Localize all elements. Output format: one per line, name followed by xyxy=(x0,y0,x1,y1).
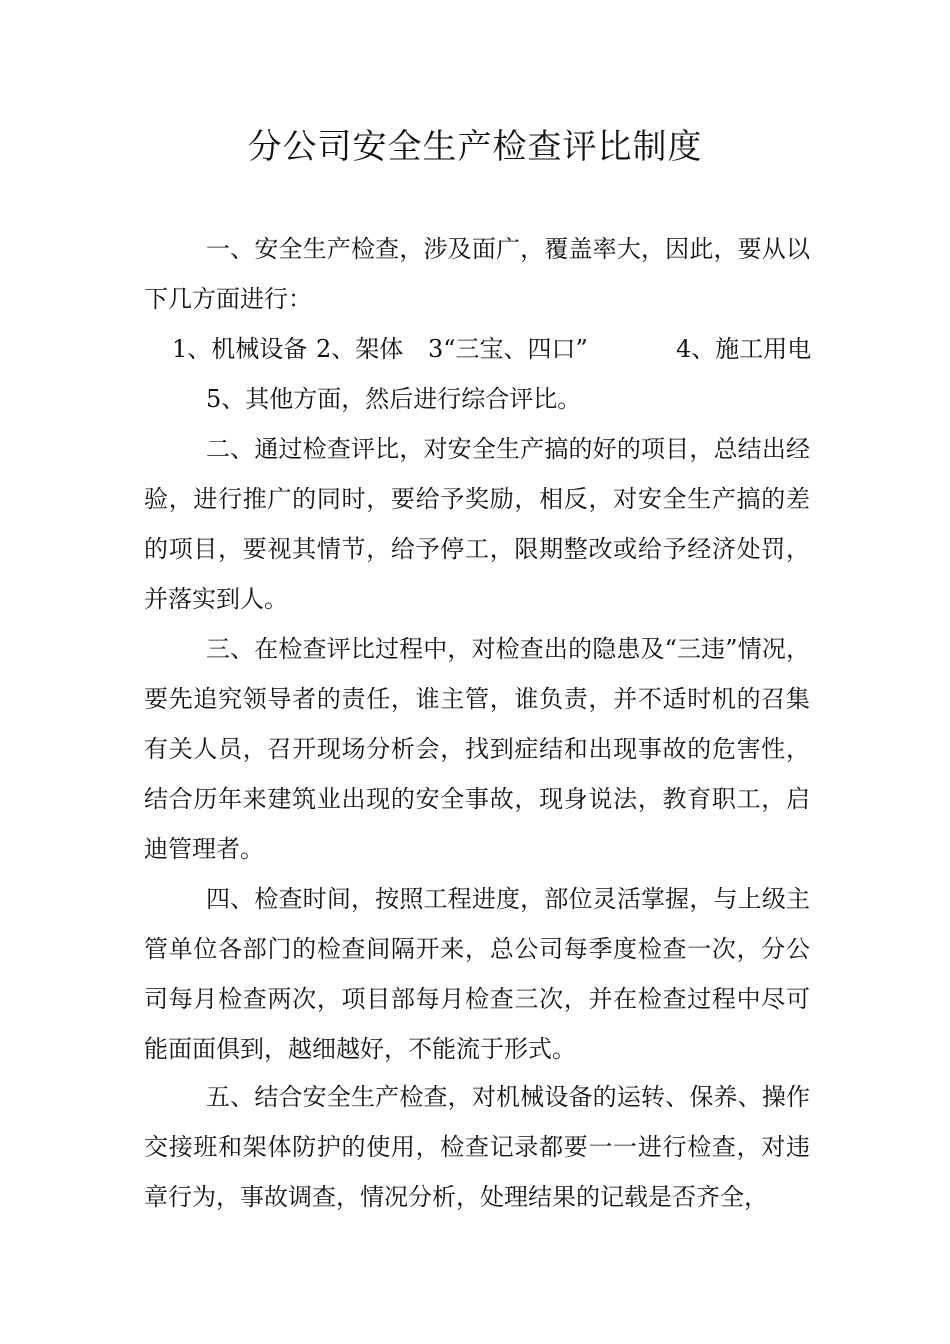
section-4-paragraph: 四、检查时间，按照工程进度，部位灵活掌握，与上级主管单位各部门的检查间隔开来，总公司每季度检查一次，分公司每月检查两次，项目部每月检查三次，并在检查过程中尽可能面面俱到，越细越好，不能流于形式。 xyxy=(144,885,810,1063)
section-1-item-5: 5、其他方面，然后进行综合评比。 xyxy=(206,385,582,413)
document-title: 分公司安全生产检查评比制度 xyxy=(247,127,703,167)
list-item: 2、架体 xyxy=(316,335,404,363)
list-item: 3“三宝、四口” xyxy=(428,335,588,363)
section-1-item-list xyxy=(172,324,812,374)
section-2-paragraph: 二、通过检查评比，对安全生产搞的好的项目，总结出经验，进行推广的同时，要给予奖励，相反，对安全生产搞的差的项目，要视其情节，给予停工，限期整改或给予经济处罚，并落实到人。 xyxy=(144,435,810,613)
section-1-intro: 一、安全生产检查，涉及面广，覆盖率大，因此，要从以下几方面进行： xyxy=(144,235,810,313)
list-item: 4、施工用电 xyxy=(676,335,812,363)
section-5-paragraph: 五、结合安全生产检查，对机械设备的运转、保养、操作交接班和架体防护的使用，检查记录都要一一进行检查，对违章行为，事故调查，情况分析，处理结果的记载是否齐全， xyxy=(144,1083,810,1211)
list-item: 1、机械设备 xyxy=(172,335,308,363)
section-3-paragraph: 三、在检查评比过程中，对检查出的隐患及“三违”情况，要先追究领导者的责任，谁主管，谁负责，并不适时机的召集有关人员，召开现场分析会，找到症结和出现事故的危害性，结合历年来建筑业出现的安全事故，现身说法，教育职工，启迪管理者。 xyxy=(144,635,810,863)
